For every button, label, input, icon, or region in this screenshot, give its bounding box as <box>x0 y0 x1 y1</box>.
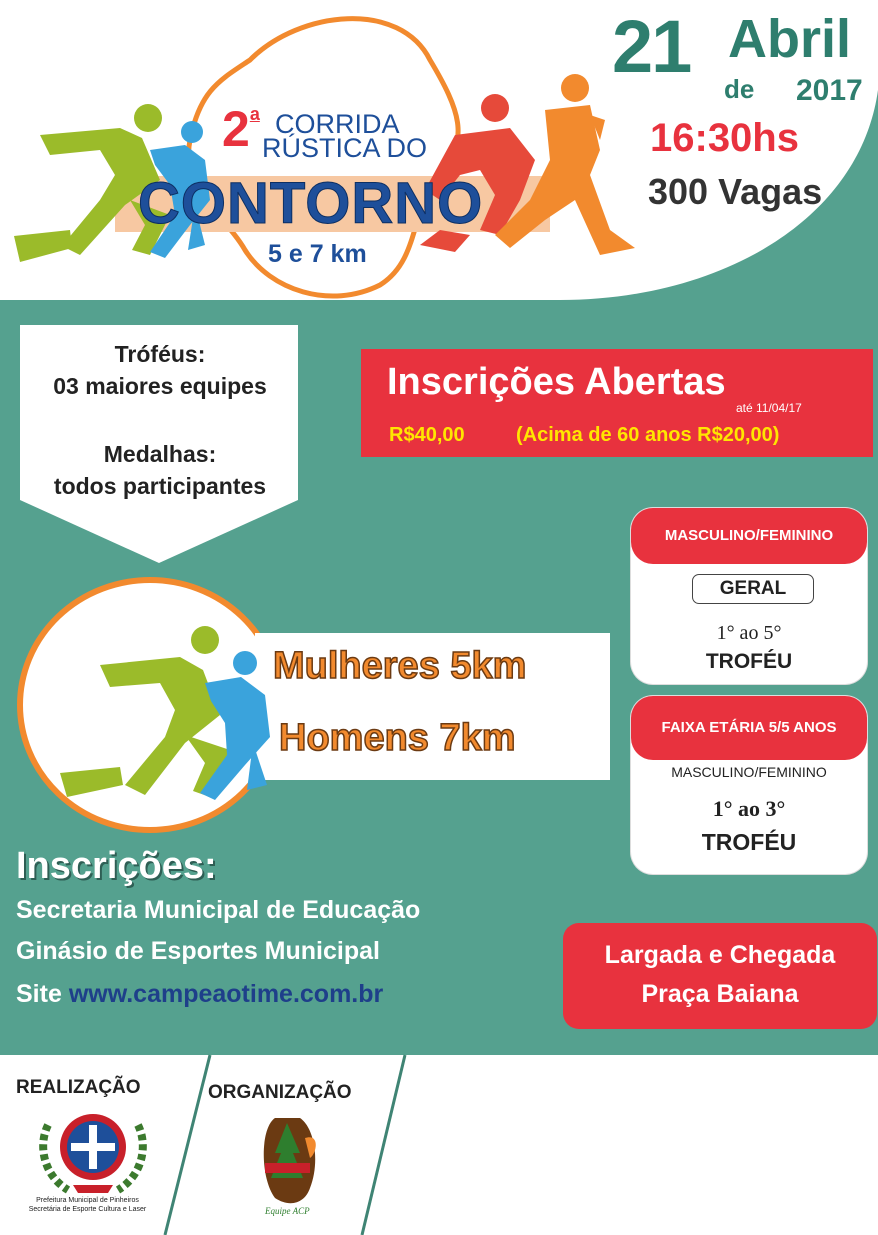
medals-label: Medalhas: <box>103 441 217 467</box>
registration-price: R$40,00 <box>389 424 465 446</box>
category-men: Homens 7km <box>279 717 516 759</box>
category-runners <box>55 625 295 805</box>
site-link[interactable]: www.campeaotime.com.br <box>68 980 384 1008</box>
date-year: 2017 <box>796 74 863 107</box>
date-de: de <box>724 74 755 104</box>
event-slots: 300 Vagas <box>648 171 823 212</box>
title-contorno: CONTORNO <box>138 171 484 236</box>
registration-banner <box>361 349 873 457</box>
general-card-header: MASCULINO/FEMININO <box>631 508 867 564</box>
start-finish-box <box>563 923 877 1029</box>
age-places: 1° ao 3° <box>712 796 786 821</box>
general-card <box>631 508 867 684</box>
prefeitura-seal-icon <box>38 1105 148 1195</box>
date-month: Abril <box>728 9 852 69</box>
age-award: TROFÉU <box>701 829 797 855</box>
footer-realizacao: REALIZAÇÃO <box>16 1077 141 1098</box>
registration-title: Inscrições Abertas <box>387 361 726 403</box>
registration-deadline: até 11/04/17 <box>736 401 802 415</box>
age-sub: MASCULINO/FEMININO <box>671 764 827 780</box>
prefeitura-line2: Secretária de Esporte Cultura e Laser <box>28 1206 147 1213</box>
title-distances: 5 e 7 km <box>268 240 367 268</box>
prefeitura-line1: Prefeitura Municipal de Pinheiros <box>36 1197 139 1204</box>
trophies-label: Tróféus: <box>114 341 206 367</box>
category-panel <box>255 633 610 780</box>
title-corrida: CORRIDA <box>275 109 400 139</box>
team-name: Equipe ACP <box>265 1206 310 1216</box>
trophies-text: 03 maiores equipes <box>53 373 267 399</box>
event-time: 16:30hs <box>650 116 799 160</box>
inscriptions-site <box>16 980 383 1009</box>
start-finish-line2: Praça Baiana <box>641 980 799 1008</box>
prizes-text <box>20 338 300 502</box>
prefeitura-caption <box>0 1196 175 1214</box>
title-rustica: RÚSTICA DO <box>262 133 428 163</box>
age-card-header: FAIXA ETÁRIA 5/5 ANOS <box>631 696 867 760</box>
general-places: 1° ao 5° <box>716 622 782 644</box>
runner-lime-icon <box>60 626 230 797</box>
inscriptions-line1: Secretaria Municipal de Educação <box>16 896 421 924</box>
race-number: 2a <box>222 101 260 157</box>
team-logo-icon <box>255 1108 325 1208</box>
medals-text: todos participantes <box>53 473 267 499</box>
date-day: 21 <box>612 5 691 88</box>
footer-organizacao: ORGANIZAÇÃO <box>208 1082 352 1103</box>
category-women: Mulheres 5km <box>273 645 527 687</box>
start-finish-line1: Largada e Chegada <box>604 941 836 969</box>
age-card <box>631 696 867 874</box>
general-badge: GERAL <box>692 574 814 604</box>
inscriptions-title: Inscrições: <box>16 845 217 887</box>
general-award: TROFÉU <box>705 650 793 673</box>
inscriptions-line2: Ginásio de Esportes Municipal <box>16 937 380 965</box>
site-label: Site <box>16 980 62 1008</box>
registration-senior-price: (Acima de 60 anos R$20,00) <box>516 424 780 446</box>
